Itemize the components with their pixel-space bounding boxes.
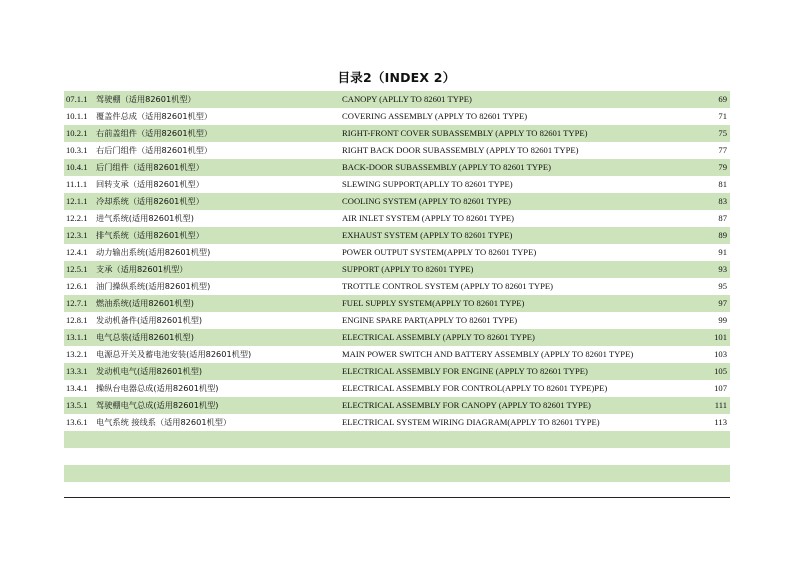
page-number: 103	[714, 349, 727, 359]
page-number: 77	[718, 145, 727, 155]
page-number: 97	[718, 298, 727, 308]
empty-row	[64, 431, 730, 448]
english-title: ELECTRICAL ASSEMBLY FOR ENGINE (APPLY TO 82601 TYPE)	[342, 366, 588, 376]
index-row[interactable]	[64, 125, 730, 142]
index-row[interactable]	[64, 346, 730, 363]
index-row[interactable]	[64, 193, 730, 210]
english-title: ELECTRICAL SYSTEM WIRING DIAGRAM(APPLY TO 82601 TYPE)	[342, 417, 600, 427]
english-title: SLEWING SUPPORT(APLLY TO 82601 TYPE)	[342, 179, 513, 189]
chinese-title: 右前盖组件（适用82601机型）	[96, 128, 213, 138]
chinese-title: 燃油系统(适用82601机型)	[96, 298, 194, 308]
section-number: 12.2.1	[66, 213, 88, 223]
index-row[interactable]	[64, 261, 730, 278]
chinese-title: 发动机电气(适用82601机型)	[96, 366, 203, 376]
index-row[interactable]	[64, 227, 730, 244]
index-row[interactable]	[64, 278, 730, 295]
section-number: 12.8.1	[66, 315, 88, 325]
page-number: 81	[718, 179, 727, 189]
section-number: 13.2.1	[66, 349, 88, 359]
english-title: BACK-DOOR SUBASSEMBLY (APPLY TO 82601 TYPE)	[342, 162, 551, 172]
empty-row	[64, 448, 730, 465]
section-number: 10.2.1	[66, 128, 88, 138]
chinese-title: 电源总开关及蓄电池安装(适用82601机型)	[96, 349, 252, 359]
section-number: 07.1.1	[66, 94, 88, 104]
index-row[interactable]	[64, 244, 730, 261]
bottom-rule	[64, 497, 730, 498]
section-number: 13.6.1	[66, 417, 88, 427]
page-number: 113	[714, 417, 727, 427]
english-title: CANOPY (APLLY TO 82601 TYPE)	[342, 94, 472, 104]
english-title: EXHAUST SYSTEM (APPLY TO 82601 TYPE)	[342, 230, 513, 240]
english-title: MAIN POWER SWITCH AND BATTERY ASSEMBLY (APPLY TO 82601 TYPE)	[342, 349, 634, 359]
english-title: RIGHT-FRONT COVER SUBASSEMBLY (APPLY TO 82601 TYPE)	[342, 128, 588, 138]
empty-row	[64, 465, 730, 482]
english-title: ELECTRICAL ASSEMBLY (APPLY TO 82601 TYPE)	[342, 332, 535, 342]
page-number: 69	[718, 94, 727, 104]
page-number: 87	[718, 213, 727, 223]
index-row[interactable]	[64, 312, 730, 329]
page-number: 75	[718, 128, 727, 138]
page-number: 93	[718, 264, 727, 274]
index-row[interactable]	[64, 295, 730, 312]
section-number: 11.1.1	[66, 179, 88, 189]
section-number: 13.3.1	[66, 366, 88, 376]
page-number: 105	[714, 366, 727, 376]
chinese-title: 覆盖件总成（适用82601机型）	[96, 111, 213, 121]
chinese-title: 电气系统 接线系（适用82601机型）	[96, 417, 232, 427]
section-number: 12.4.1	[66, 247, 88, 257]
chinese-title: 发动机备件(适用82601机型)	[96, 315, 203, 325]
section-number: 13.1.1	[66, 332, 88, 342]
chinese-title: 电气总装(适用82601机型)	[96, 332, 194, 342]
page-number: 107	[714, 383, 727, 393]
chinese-title: 油门操纵系统(适用82601机型)	[96, 281, 211, 291]
english-title: RIGHT BACK DOOR SUBASSEMBLY (APPLY TO 82601 TYPE)	[342, 145, 579, 155]
section-number: 12.6.1	[66, 281, 88, 291]
page-number: 99	[718, 315, 727, 325]
index-row[interactable]	[64, 108, 730, 125]
chinese-title: 后门组件（适用82601机型）	[96, 162, 204, 172]
english-title: ENGINE SPARE PART(APPLY TO 82601 TYPE)	[342, 315, 518, 325]
page-number: 79	[718, 162, 727, 172]
page-title: 目录2（INDEX 2）	[337, 70, 456, 85]
section-number: 12.3.1	[66, 230, 88, 240]
section-number: 12.1.1	[66, 196, 88, 206]
english-title: TROTTLE CONTROL SYSTEM (APPLY TO 82601 TYPE)	[342, 281, 553, 291]
english-title: POWER OUTPUT SYSTEM(APPLY TO 82601 TYPE)	[342, 247, 537, 257]
index-table	[64, 91, 730, 499]
section-number: 10.1.1	[66, 111, 88, 121]
index-row[interactable]	[64, 176, 730, 193]
english-title: FUEL SUPPLY SYSTEM(APPLY TO 82601 TYPE)	[342, 298, 525, 308]
page-number: 95	[718, 281, 727, 291]
page-number: 71	[718, 111, 727, 121]
index-row[interactable]	[64, 91, 730, 108]
page-number: 101	[714, 332, 727, 342]
english-title: AIR INLET SYSTEM (APPLY TO 82601 TYPE)	[342, 213, 514, 223]
english-title: COVERING ASSEMBLY (APPLY TO 82601 TYPE)	[342, 111, 528, 121]
english-title: COOLING SYSTEM (APPLY TO 82601 TYPE)	[342, 196, 512, 206]
page-number: 89	[718, 230, 727, 240]
index-row[interactable]	[64, 329, 730, 346]
index-row[interactable]	[64, 159, 730, 176]
english-title: ELECTRICAL ASSEMBLY FOR CANOPY (APPLY TO 82601 TYPE)	[342, 400, 591, 410]
english-title: ELECTRICAL ASSEMBLY FOR CONTROL(APPLY TO 82601 TYPE)PE)	[342, 383, 608, 393]
chinese-title: 驾驶棚电气总成(适用82601机型)	[96, 400, 219, 410]
index-row[interactable]	[64, 142, 730, 159]
index-row[interactable]	[64, 210, 730, 227]
english-title: SUPPORT (APPLY TO 82601 TYPE)	[342, 264, 474, 274]
index-row[interactable]	[64, 414, 730, 431]
section-number: 10.3.1	[66, 145, 88, 155]
chinese-title: 支承（适用82601机型）	[96, 264, 188, 274]
page-number: 91	[718, 247, 727, 257]
chinese-title: 操纵台电器总成(适用82601机型)	[96, 383, 219, 393]
chinese-title: 排气系统（适用82601机型）	[96, 230, 204, 240]
chinese-title: 回转支承（适用82601机型）	[96, 179, 204, 189]
section-number: 12.7.1	[66, 298, 88, 308]
section-number: 13.5.1	[66, 400, 88, 410]
page-number: 83	[718, 196, 727, 206]
chinese-title: 右后门组件（适用82601机型）	[96, 145, 213, 155]
section-number: 13.4.1	[66, 383, 88, 393]
index-row[interactable]	[64, 397, 730, 414]
chinese-title: 冷却系统（适用82601机型）	[96, 196, 204, 206]
section-number: 12.5.1	[66, 264, 88, 274]
page-number: 111	[714, 400, 727, 410]
chinese-title: 进气系统(适用82601机型)	[96, 213, 194, 223]
index-row[interactable]	[64, 380, 730, 397]
chinese-title: 动力输出系统(适用82601机型)	[96, 247, 211, 257]
section-number: 10.4.1	[66, 162, 88, 172]
index-row[interactable]	[64, 363, 730, 380]
chinese-title: 驾驶棚（适用82601机型）	[96, 94, 196, 104]
